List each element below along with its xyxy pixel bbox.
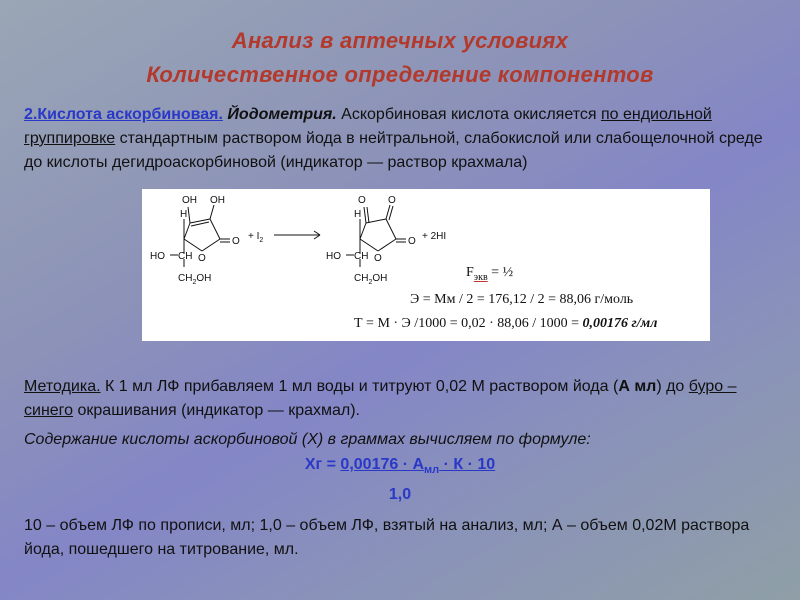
titer-line: Т = М · Э /1000 = 0,02 · 88,06 / 1000 = 0,00176 г/мл — [354, 316, 658, 331]
reactant-ch2oh: $CH_2OH$ — [178, 273, 212, 286]
slide-title-line1: Анализ в аптечных условиях — [231, 28, 569, 53]
formula-denominator: 1,0 — [388, 486, 412, 503]
method-underlined: буро – синего — [24, 378, 737, 419]
product-ch: CH — [354, 251, 369, 262]
method-bold: А мл — [618, 378, 657, 395]
intro-text2: стандартным раствором йода в нейтральной, слабокислой или слабощелочной среде до кислоты дегидроаскорбиновой (индикатор — раствор крахмала) — [24, 130, 763, 171]
reactant-oh-right: OH — [210, 195, 225, 206]
reactant-oh-left: OH — [182, 195, 197, 206]
method-text2: ) до — [656, 378, 689, 395]
plus-2hi: + 2HI — [422, 231, 447, 242]
method-text1: К 1 мл ЛФ прибавляем 1 мл воды и титруют 0,02 М раствором йода ( — [100, 378, 619, 395]
method-text3: окрашивания (индикатор — крахмал). — [73, 402, 360, 419]
titer-result: 0,00176 г/мл — [582, 316, 658, 331]
content-line: Содержание кислоты аскорбиновой (Х) в граммах вычисляем по формуле: — [24, 431, 591, 448]
intro-text1: Аскорбиновая кислота окисляется — [336, 106, 601, 123]
equivalent-mass-line: Э = Мм / 2 = 176,12 / 2 = 88,06 г/моль — [410, 292, 634, 307]
intro-underlined: по ендиольной группировке — [24, 106, 712, 147]
reactant-h: H — [180, 209, 188, 220]
formula-numerator: Хг = $0,00176 \cdot А_{мл} \cdot К \cdot 10$ — [304, 456, 496, 477]
product-o-right: O — [388, 195, 396, 206]
intro-paragraph — [24, 103, 780, 175]
product-carbonyl-o: O — [408, 236, 416, 247]
reactant-ho: HO — [150, 251, 165, 262]
reactant-carbonyl-o: O — [232, 236, 240, 247]
plus-i2: + $I_2$ — [248, 231, 264, 244]
reactant-ch: CH — [178, 251, 193, 262]
product-o-left: O — [358, 195, 366, 206]
legend-paragraph: 10 – объем ЛФ по прописи, мл; 1,0 – объем ЛФ, взятый на анализ, мл; А – объем 0,02М раствора йода, пошедшего на титрование, мл. — [24, 517, 750, 558]
method-name: Йодометрия. — [227, 106, 337, 123]
fequiv-line: $F_{экв}$ = ½ — [466, 265, 514, 283]
product-ho: HO — [326, 251, 341, 262]
slide-title-line2: Количественное определение компонентов — [146, 62, 654, 87]
product-ch2oh: $CH_2OH$ — [354, 273, 388, 286]
reaction-scheme — [142, 189, 710, 341]
section-lead: 2.Кислота аскорбиновая. — [24, 106, 223, 123]
product-ring-o: O — [374, 253, 382, 264]
reactant-ring-o: O — [198, 253, 206, 264]
product-h: H — [354, 209, 362, 220]
method-label: Методика. — [24, 378, 101, 395]
method-paragraph — [24, 375, 780, 423]
